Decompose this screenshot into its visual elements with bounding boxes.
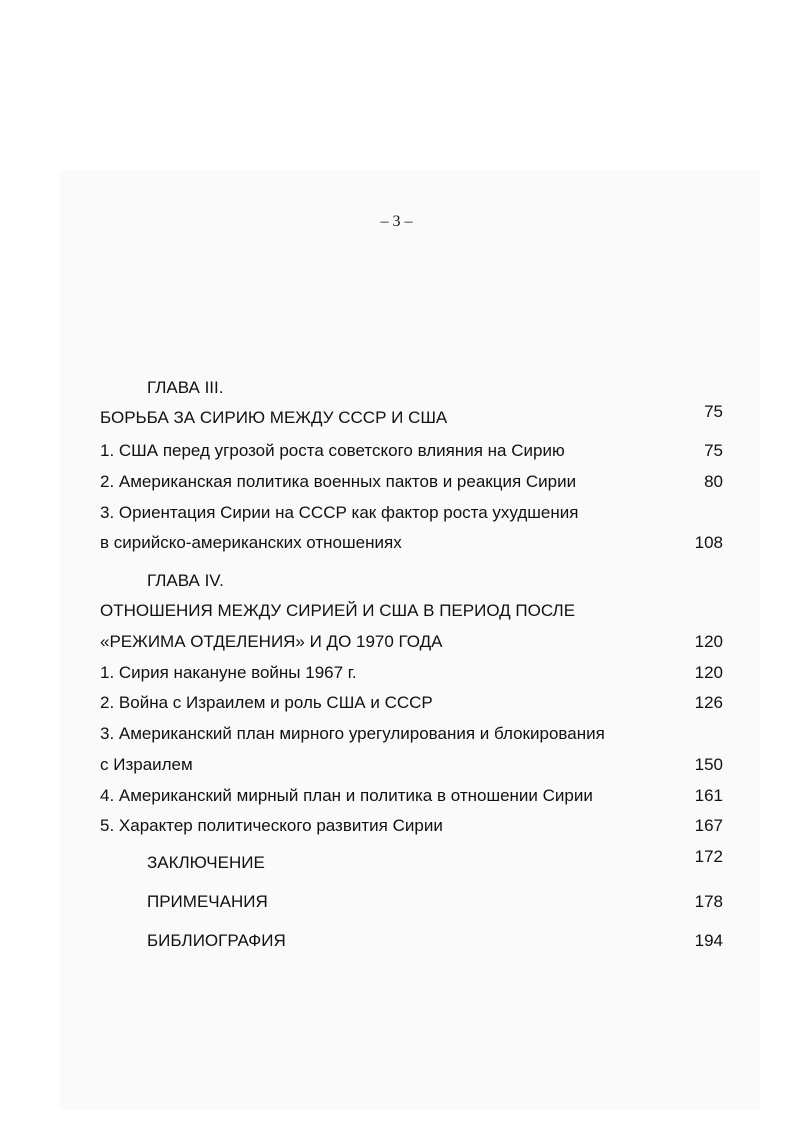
chapter-4-section-3-cont: с Израилем [100, 755, 193, 774]
chapter-4-section-2: 2. Война с Израилем и роль США и СССР [100, 693, 433, 712]
page-number: – 3 – [380, 213, 413, 230]
conclusion-page: 172 [694, 847, 723, 866]
chapter-3-section-2: 2. Американская политика военных пактов и реакция Сирии [100, 472, 577, 491]
chapter-3-section-3: 3. Ориентация Сирии на СССР как фактор роста ухудшения [100, 503, 579, 522]
notes-entry: ПРИМЕЧАНИЯ [147, 892, 268, 911]
chapter-4-title-page: 120 [694, 632, 723, 651]
chapter-4-section-1: 1. Сирия накануне войны 1967 г. [100, 663, 357, 682]
chapter-4-section-5-page: 167 [694, 816, 723, 835]
bibliography-page: 194 [694, 931, 723, 950]
chapter-4-section-2-page: 126 [694, 693, 723, 712]
chapter-3-heading: ГЛАВА III. [147, 378, 224, 397]
chapter-3-section-3-cont: в сирийско-американских отношениях [100, 533, 402, 552]
chapter-4-section-3-page: 150 [694, 755, 723, 774]
chapter-4-section-4-page: 161 [694, 786, 723, 805]
notes-page: 178 [694, 892, 723, 911]
bibliography-entry: БИБЛИОГРАФИЯ [147, 931, 286, 950]
chapter-4-section-4: 4. Американский мирный план и политика в отношении Сирии [100, 786, 593, 805]
chapter-3-section-1: 1. США перед угрозой роста советского влияния на Сирию [100, 441, 565, 460]
chapter-3-title-page: 75 [704, 402, 723, 421]
chapter-4-section-3: 3. Американский план мирного урегулирования и блокирования [100, 724, 605, 743]
chapter-4-title-cont: «РЕЖИМА ОТДЕЛЕНИЯ» И ДО 1970 ГОДА [100, 632, 443, 651]
chapter-4-heading: ГЛАВА IV. [147, 571, 224, 590]
conclusion-entry: ЗАКЛЮЧЕНИЕ [147, 853, 265, 872]
chapter-4-section-1-page: 120 [694, 663, 723, 682]
chapter-3-section-2-page: 80 [704, 472, 723, 491]
chapter-3-title: БОРЬБА ЗА СИРИЮ МЕЖДУ СССР И США [100, 408, 448, 427]
chapter-4-section-5: 5. Характер политического развития Сирии [100, 816, 443, 835]
chapter-4-title: ОТНОШЕНИЯ МЕЖДУ СИРИЕЙ И США В ПЕРИОД ПОСЛЕ [100, 601, 576, 620]
chapter-3-section-3-page: 108 [694, 533, 723, 552]
chapter-3-section-1-page: 75 [704, 441, 723, 460]
